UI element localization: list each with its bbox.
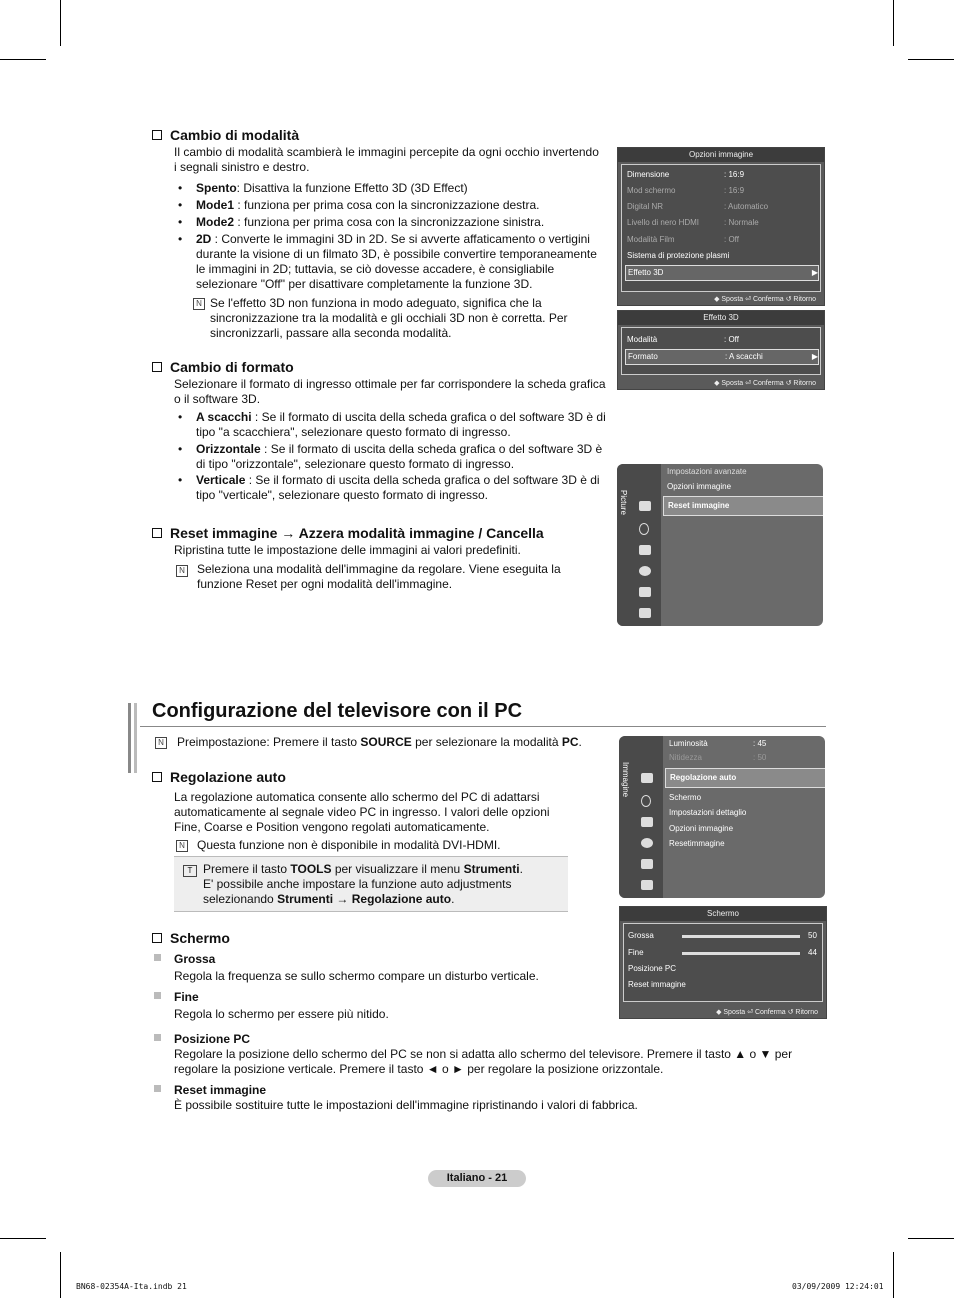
- osd-title: Schermo: [620, 907, 826, 921]
- list-item: • A scacchi : Se il formato di uscita della scheda grafica o del software 3D è di tipo "a scacchiera", selezionare questo formato di ingresso.: [174, 410, 606, 440]
- crop-mark: [893, 1252, 894, 1298]
- osd-row-value: : 16:9: [724, 170, 745, 179]
- section-heading: Reset immagine → Azzera modalità immagine / Cancella: [152, 525, 544, 541]
- print-date: 03/09/2009 12:24:01: [792, 1282, 884, 1291]
- osd-menu-item[interactable]: Schermo: [669, 793, 702, 802]
- gear-icon: [641, 838, 653, 848]
- osd-row-value: 50: [808, 931, 817, 940]
- item-desc: È possibile sostituire tutte le impostazioni dell'immagine ripristinando i valori di fabbrica.: [174, 1098, 638, 1112]
- osd-row-label: Fine: [628, 948, 644, 957]
- osd-row-value: : Automatico: [724, 202, 769, 211]
- osd-row-selected[interactable]: Effetto 3D ▶: [625, 265, 819, 281]
- input-icon: [639, 587, 651, 597]
- section-heading: Regolazione auto: [152, 769, 286, 785]
- osd-vertical-label: Picture: [619, 490, 628, 515]
- channel-icon: [639, 545, 651, 555]
- osd-menu-item-selected[interactable]: Reset immagine: [663, 496, 823, 516]
- checkbox-icon: [152, 362, 162, 372]
- arrow-right-icon: ▶: [811, 268, 818, 277]
- tools-icon: T: [183, 865, 197, 877]
- item-desc: Regola lo schermo per essere più nitido.: [174, 1007, 389, 1021]
- chapter-bar: [128, 703, 131, 773]
- list-item: • 2D : Converte le immagini 3D in 2D. Se si avverte affaticamento o vertigini durante la visione di un filmato 3D, è possibile convertire temporaneamente le immagini in 2D; tuttavia, se ciò dovesse accadere, è consigliabile selezionare "Off" per disattivare completamente la funzione 3D.: [174, 232, 601, 292]
- note-text: Se l'effetto 3D non funziona in modo adeguato, significa che la sincronizzazione tra la modalità e gli occhiali 3D non è corretta. Per sincronizzarli, passare alla seconda modalità.: [210, 296, 568, 340]
- checkbox-icon: [152, 772, 162, 782]
- osd-title: Opzioni immagine: [618, 148, 824, 162]
- osd-footer: ◆ Sposta ⏎ Conferma ↺ Ritorno: [714, 296, 816, 303]
- osd-row-value: : 16:9: [724, 186, 745, 195]
- crop-mark: [0, 1238, 46, 1239]
- osd-row-label[interactable]: Reset immagine: [628, 980, 686, 989]
- checkbox-icon: [152, 130, 162, 140]
- item-desc: Regolare la posizione dello schermo del PC se non si adatta allo schermo del televisore. Premere il tasto ▲ o ▼ per regolare la posizione verticale. Premere il tasto ◄ o ► per regolare la posizione orizzontale.: [174, 1047, 793, 1076]
- gear-icon: [639, 566, 651, 576]
- support-icon: [641, 880, 653, 890]
- note-icon: N: [176, 565, 188, 577]
- crop-mark: [60, 1252, 61, 1298]
- crop-mark: [60, 0, 61, 46]
- picture-icon: [639, 501, 651, 511]
- chapter-rule: [140, 726, 826, 727]
- note-icon: N: [155, 737, 167, 749]
- osd-menu-effetto-3d: [617, 310, 825, 390]
- list-item: • Spento: Disattiva la funzione Effetto 3D (3D Effect): [174, 181, 601, 196]
- square-bullet-icon: [154, 1085, 161, 1092]
- osd-row-label: Grossa: [628, 931, 654, 940]
- paragraph: La regolazione automatica consente allo schermo del PC di adattarsi automaticamente al segnale video PC in ingresso. I valori delle opzioni Fine, Coarse e Position vengono regolati automaticamente.: [174, 790, 550, 834]
- osd-vertical-label: Immagine: [621, 762, 630, 798]
- osd-row-label: Livello di nero HDMI: [627, 218, 700, 227]
- osd-panel: [621, 327, 821, 375]
- section-heading: Cambio di modalità: [152, 127, 299, 143]
- osd-picture-menu: [617, 464, 823, 626]
- osd-menu-item[interactable]: Luminosità: [669, 739, 708, 748]
- section-heading: Cambio di formato: [152, 359, 294, 375]
- item-desc: Regola la frequenza se sullo schermo compare un disturbo verticale.: [174, 969, 539, 983]
- channel-icon: [641, 817, 653, 827]
- item-title: Reset immagine: [174, 1083, 267, 1097]
- osd-menu-item[interactable]: Opzioni immagine: [667, 482, 732, 491]
- sound-icon: [641, 795, 651, 807]
- square-bullet-icon: [154, 992, 161, 999]
- osd-row-label: Sistema di protezione plasmi: [627, 251, 730, 260]
- list-item: • Mode2 : funziona per prima cosa con la sincronizzazione sinistra.: [174, 215, 601, 230]
- osd-row-value: 44: [808, 948, 817, 957]
- list-item: • Verticale : Se il formato di uscita della scheda grafica o del software 3D è di tipo "verticale", selezionare questo formato di ingresso.: [174, 473, 606, 503]
- osd-menu-item[interactable]: Nitidezza: [669, 753, 702, 762]
- picture-icon: [641, 773, 653, 783]
- arrow-right-icon: ▶: [811, 352, 818, 361]
- paragraph: Ripristina tutte le impostazione delle immagini ai valori predefiniti.: [174, 543, 521, 557]
- preset-note: Preimpostazione: Premere il tasto SOURCE per selezionare la modalità PC.: [177, 735, 582, 749]
- chapter-bar: [134, 703, 137, 773]
- osd-row-value: : Normale: [724, 218, 759, 227]
- item-title: Fine: [174, 990, 199, 1004]
- osd-row-value: : Off: [724, 235, 739, 244]
- osd-menu-value: : 45: [753, 739, 767, 748]
- osd-menu-item[interactable]: Resetimmagine: [669, 839, 725, 848]
- paragraph: Il cambio di modalità scambierà le immagini percepite da ogni occhio invertendo i segnali sinistro e destro.: [174, 145, 599, 174]
- tip-text: Premere il tasto TOOLS per visualizzare il menu Strumenti. E' possibile anche impostare la funzione auto adjustments selezionando Strumenti → Regolazione auto.: [203, 862, 523, 906]
- note-text: Seleziona una modalità dell'immagine da regolare. Viene eseguita la funzione Reset per ogni modalità dell'immagine.: [197, 562, 561, 591]
- list-item: • Mode1 : funziona per prima cosa con la sincronizzazione destra.: [174, 198, 601, 213]
- osd-footer: ◆ Sposta ⏎ Conferma ↺ Ritorno: [714, 380, 816, 387]
- crop-mark: [908, 1238, 954, 1239]
- support-icon: [639, 608, 651, 618]
- page-number: Italiano - 21: [428, 1170, 526, 1187]
- chapter-title: Configurazione del televisore con il PC: [152, 700, 523, 722]
- paragraph: Selezionare il formato di ingresso ottimale per far corrispondere la scheda grafica o il software 3D.: [174, 377, 606, 406]
- osd-menu-value: : 50: [753, 753, 767, 762]
- square-bullet-icon: [154, 1034, 161, 1041]
- crop-mark: [908, 59, 954, 60]
- osd-menu-item[interactable]: Opzioni immagine: [669, 824, 734, 833]
- square-bullet-icon: [154, 954, 161, 961]
- osd-title: Effetto 3D: [618, 311, 824, 325]
- osd-row-selected[interactable]: Formato : A scacchi ▶: [625, 349, 819, 365]
- grossa-slider[interactable]: [682, 935, 800, 938]
- osd-row-label: Modalità Film: [627, 235, 675, 244]
- osd-row-label: Mod schermo: [627, 186, 676, 195]
- note-icon: N: [193, 298, 205, 310]
- checkbox-icon: [152, 933, 162, 943]
- item-title: Grossa: [174, 952, 216, 966]
- item-title: Posizione PC: [174, 1032, 251, 1046]
- osd-row-label[interactable]: Posizione PC: [628, 964, 677, 973]
- osd-menu-item-selected[interactable]: Regolazione auto: [665, 768, 825, 788]
- tools-tip-box: [174, 856, 568, 912]
- section-heading: Schermo: [152, 930, 230, 946]
- crop-mark: [0, 59, 46, 60]
- note-icon: N: [176, 840, 188, 852]
- osd-menu-item[interactable]: Impostazioni dettaglio: [669, 808, 747, 817]
- osd-menu-schermo: [619, 906, 827, 1019]
- osd-menu-opzioni-immagine: [617, 147, 825, 306]
- osd-row-value: : Off: [724, 335, 739, 344]
- checkbox-icon: [152, 528, 162, 538]
- osd-menu-item[interactable]: Impostazioni avanzate: [667, 467, 747, 476]
- osd-panel: [621, 164, 821, 292]
- crop-mark: [893, 0, 894, 46]
- osd-footer: ◆ Sposta ⏎ Conferma ↺ Ritorno: [716, 1009, 818, 1016]
- fine-slider[interactable]: [682, 952, 800, 955]
- note-text: Questa funzione non è disponibile in modalità DVI-HDMI.: [197, 838, 501, 852]
- osd-immagine-menu: [619, 736, 825, 898]
- osd-row-label: Dimensione: [627, 170, 670, 179]
- osd-panel: [623, 923, 823, 1002]
- osd-row-label: Digital NR: [627, 202, 664, 211]
- file-info: BN68-02354A-Ita.indb 21: [76, 1282, 187, 1291]
- input-icon: [641, 859, 653, 869]
- osd-row-label: Modalità: [627, 335, 658, 344]
- sound-icon: [639, 523, 649, 535]
- list-item: • Orizzontale : Se il formato di uscita della scheda grafica o del software 3D è di tipo "orizzontale", selezionare questo formato di ingresso.: [174, 442, 606, 472]
